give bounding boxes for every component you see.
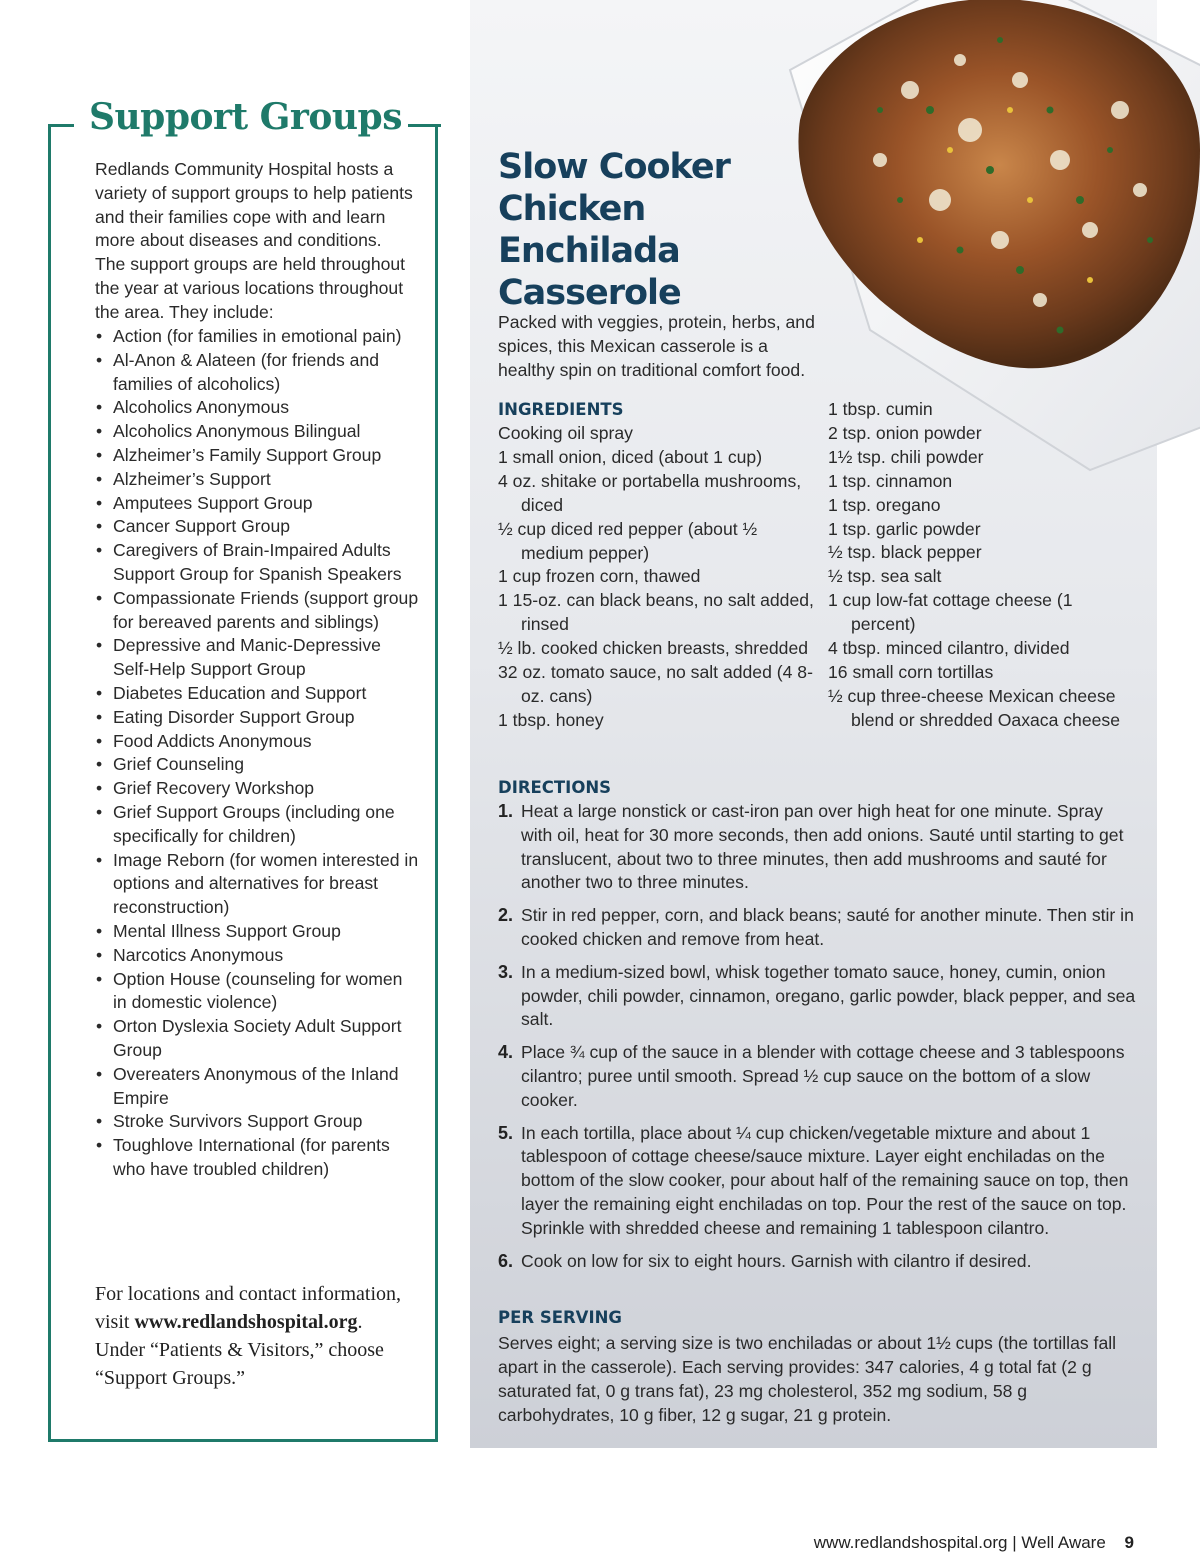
ingredient-item: 1 15-oz. can black beans, no salt added, rinsed (498, 590, 814, 635)
ingredient-item: 1 tbsp. cumin (828, 399, 933, 419)
direction-step (498, 800, 1138, 895)
support-group-item: • Alcoholics Anonymous (95, 396, 420, 420)
support-group-item: • Alcoholics Anonymous Bilingual (95, 420, 420, 444)
support-group-item: • Grief Support Groups (including one specifically for children) (95, 801, 420, 849)
support-groups-intro: Redlands Community Hospital hosts a variety of support groups to help patients and their families cope with and learn more about diseases and conditions. The support groups are held throughout the year at various locations throughout the area. They include: (95, 159, 413, 322)
ingredient-item: ½ tsp. sea salt (828, 566, 942, 587)
ingredient-item: ½ lb. cooked chicken breasts, shredded (498, 638, 809, 659)
step-number: 2. (498, 905, 514, 926)
step-text: Place ¾ cup of the sauce in a blender with cottage cheese and 3 tablespoons cilantro; puree until smooth. Spread ½ cup sauce on the bottom of a slow cooker. (521, 1042, 1125, 1110)
support-groups-title: Support Groups (89, 96, 402, 138)
recipe-title-line1: Slow Cooker (498, 147, 730, 187)
directions-heading: DIRECTIONS (498, 778, 612, 797)
support-group-item: • Orton Dyslexia Society Adult Support Group (95, 1015, 420, 1063)
step-text: In each tortilla, place about ¼ cup chicken/vegetable mixture and about 1 tablespoon of cottage cheese/sauce mixture. Layer eight enchiladas on the bottom of the slow cooker, pour about half of the remaining sauce on top, then layer the remaining eight enchiladas on top. Pour the rest of the sauce on top. Sprinkle with shredded cheese and remaining 1 tablespoon cilantro. (521, 1122, 1129, 1238)
hospital-website-link[interactable]: www.redlandshospital.org (134, 1311, 358, 1333)
ingredient-item: ½ tsp. black pepper (828, 542, 982, 563)
direction-step (498, 1122, 1138, 1241)
step-text: In a medium-sized bowl, whisk together tomato sauce, honey, cumin, onion powder, chili powder, cinnamon, oregano, garlic powder, black pepper, and sea salt. (521, 961, 1136, 1030)
support-group-item: • Toughlove International (for parents who have troubled children) (95, 1134, 420, 1182)
step-number: 6. (498, 1250, 514, 1271)
direction-step (498, 1250, 1138, 1274)
support-group-item: • Compassionate Friends (support group for bereaved parents and siblings) (95, 587, 420, 635)
ingredient-item: ½ cup diced red pepper (about ½ medium pepper) (498, 518, 758, 563)
support-footer-text: For locations and contact information, visit (95, 1283, 402, 1333)
step-text: Cook on low for six to eight hours. Garnish with cilantro if desired. (521, 1250, 1032, 1271)
ingredients-list-left (498, 422, 818, 733)
ingredient-item: 32 oz. tomato sauce, no salt added (4 8-oz. cans) (498, 662, 813, 706)
support-group-item: • Alzheimer’s Support (95, 468, 420, 492)
ingredient-item: 1 tsp. garlic powder (828, 518, 981, 539)
direction-step (498, 961, 1138, 1032)
support-box-top-rule-right (408, 124, 441, 127)
support-groups-list (95, 325, 420, 1182)
support-group-item: • Image Reborn (for women interested in options and alternatives for breast reconstruction) (95, 849, 420, 920)
recipe-title-line3: Casserole (498, 273, 681, 313)
page-footer (700, 1533, 1134, 1553)
ingredient-item: 4 tbsp. minced cilantro, divided (828, 638, 1070, 659)
step-number: 4. (498, 1042, 514, 1063)
recipe-intro: Packed with veggies, protein, herbs, and spices, this Mexican casserole is a healthy spin on traditional comfort food. (498, 312, 815, 380)
ingredient-item: 1½ tsp. chili powder (828, 446, 984, 467)
support-group-item: • Overeaters Anonymous of the Inland Empire (95, 1063, 420, 1111)
recipe-title (498, 146, 828, 314)
support-group-item: • Depressive and Manic-Depressive Self-Help Support Group (95, 634, 420, 682)
ingredient-item: 2 tsp. onion powder (828, 422, 982, 443)
ingredient-item: 1 small onion, diced (about 1 cup) (498, 446, 763, 467)
step-number: 1. (498, 801, 514, 821)
support-group-item: • Grief Recovery Workshop (95, 777, 420, 801)
support-group-item: • Food Addicts Anonymous (95, 730, 420, 754)
support-group-item: • Al-Anon & Alateen (for friends and families of alcoholics) (95, 349, 420, 397)
per-serving-text: Serves eight; a serving size is two enchiladas or about 1½ cups (the tortillas fall apart in the casserole). Each serving provides: 347 calories, 4 g total fat (2 g saturated fat, 0 g trans fat), 23 mg cholesterol, 352 mg sodium, 58 g carbohydrates, 10 g fiber, 12 g sugar, 21 g protein. (498, 1333, 1117, 1425)
support-group-item: • Narcotics Anonymous (95, 944, 420, 968)
support-group-item: • Stroke Survivors Support Group (95, 1110, 420, 1134)
ingredient-item: 1 tbsp. honey (498, 709, 604, 730)
ingredients-heading: INGREDIENTS (498, 400, 624, 419)
support-group-item: • Alzheimer’s Family Support Group (95, 444, 420, 468)
ingredients-list-right (828, 398, 1138, 733)
per-serving-heading: PER SERVING (498, 1308, 622, 1327)
support-group-item: • Grief Counseling (95, 753, 420, 777)
support-group-item: • Amputees Support Group (95, 492, 420, 516)
footer-site: www.redlandshospital.org (813, 1533, 1008, 1552)
ingredient-item: 1 cup frozen corn, thawed (498, 566, 701, 587)
support-group-item: • Diabetes Education and Support (95, 682, 420, 706)
footer-separator: | (1012, 1533, 1017, 1552)
support-group-item: • Option House (counseling for women in domestic violence) (95, 968, 420, 1016)
ingredient-item: 4 oz. shitake or portabella mushrooms, diced (498, 470, 802, 515)
ingredient-item: 16 small corn tortillas (828, 661, 994, 682)
directions-list (498, 800, 1138, 1282)
step-text: Heat a large nonstick or cast-iron pan over high heat for one minute. Spray with oil, heat for 30 more seconds, then add onions. Sauté until starting to get translucent, about two to three minutes, then add mushrooms and sauté for another two to three minutes. (521, 801, 1124, 893)
footer-publication: Well Aware (1021, 1533, 1106, 1552)
recipe-title-line2: Chicken Enchilada (498, 189, 680, 271)
support-groups-footer (95, 1280, 415, 1392)
ingredient-item: ½ cup three-cheese Mexican cheese blend or shredded Oaxaca cheese (828, 685, 1120, 730)
support-group-item: • Cancer Support Group (95, 515, 420, 539)
ingredient-item: 1 tsp. oregano (828, 494, 941, 515)
ingredient-item: 1 tsp. cinnamon (828, 470, 953, 491)
direction-step (498, 904, 1138, 952)
step-text: Stir in red pepper, corn, and black beans; sauté for another minute. Then stir in cooked chicken and remove from heat. (521, 905, 1134, 949)
direction-step (498, 1041, 1138, 1112)
page-number: 9 (1124, 1533, 1134, 1552)
step-number: 3. (498, 961, 514, 982)
support-group-item: • Action (for families in emotional pain) (95, 325, 420, 349)
step-number: 5. (498, 1122, 514, 1143)
support-group-item: • Caregivers of Brain-Impaired Adults Support Group for Spanish Speakers (95, 539, 420, 587)
ingredient-item: 1 cup low-fat cottage cheese (1 percent) (828, 590, 1073, 635)
support-footer-instructions: . Under “Patients & Visitors,” choose “Support Groups.” (95, 1311, 384, 1389)
ingredient-item: Cooking oil spray (498, 423, 633, 443)
support-group-item: • Mental Illness Support Group (95, 920, 420, 944)
support-box-top-rule-left (48, 124, 74, 127)
support-group-item: • Eating Disorder Support Group (95, 706, 420, 730)
